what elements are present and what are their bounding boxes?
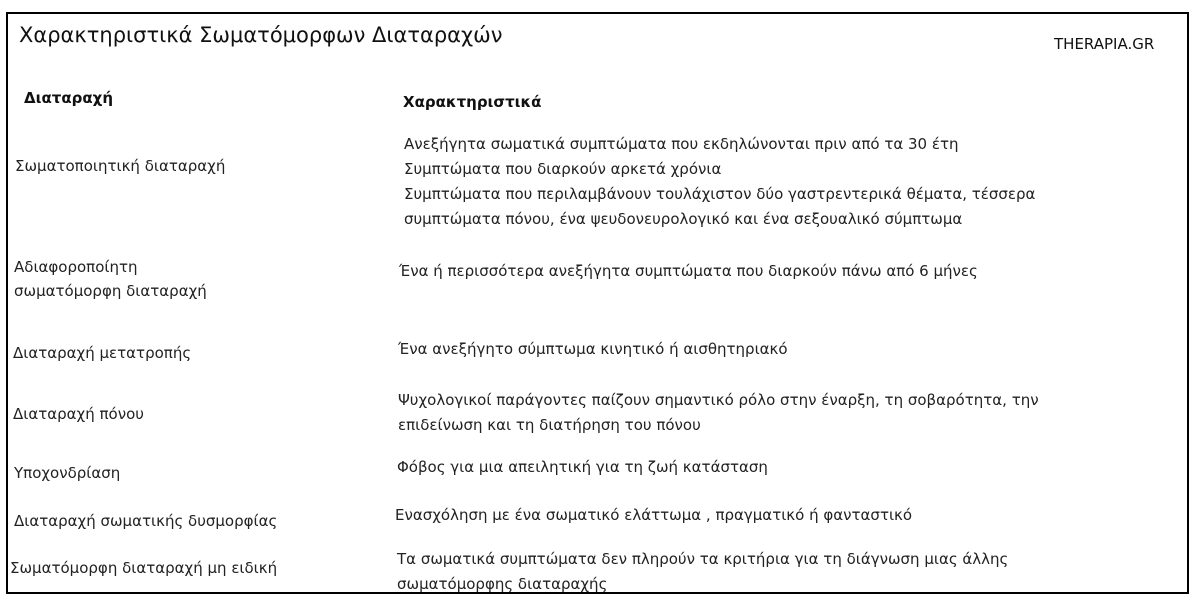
disorder-line: σωματόμορφη διαταραχή	[14, 282, 207, 300]
disorder-cell	[13, 341, 373, 365]
characteristics-cell	[404, 132, 1164, 232]
table-frame	[6, 12, 1189, 594]
disorder-cell	[15, 154, 375, 178]
page-title: Χαρακτηριστικά Σωματόμορφων Διαταραχών	[19, 23, 503, 47]
disorder-line: Σωματόμορφη διαταραχή μη ειδική	[10, 559, 278, 577]
disorder-cell	[14, 461, 374, 485]
disorder-line: Υποχονδρίαση	[14, 464, 121, 482]
characteristics-line: σωματόμορφης διαταραχής	[397, 575, 608, 593]
characteristics-cell	[399, 259, 1159, 284]
brand-label: THERAPIA.GR	[1054, 35, 1155, 53]
characteristics-line: Φόβος για μια απειλητική για τη ζωή κατάσταση	[397, 458, 768, 476]
characteristics-line: Ενασχόληση με ένα σωματικό ελάττωμα , πραγματικό ή φανταστικό	[395, 506, 913, 524]
characteristics-line: Ψυχολογικοί παράγοντες παίζουν σημαντικό ρόλο στην έναρξη, τη σοβαρότητα, την	[398, 391, 1039, 409]
disorder-line: Διαταραχή σωματικής δυσμορφίας	[14, 512, 278, 530]
characteristics-line: Τα σωματικά συμπτώματα δεν πληρούν τα κριτήρια για τη διάγνωση μιας άλλης	[397, 550, 1009, 568]
disorder-cell	[14, 509, 374, 533]
characteristics-line: Συμπτώματα που περιλαμβάνουν τουλάχιστον δύο γαστρεντερικά θέματα, τέσσερα	[404, 185, 1036, 203]
disorder-cell	[14, 255, 374, 303]
characteristics-line: Ανεξήγητα σωματικά συμπτώματα που εκδηλώνονται πριν από τα 30 έτη	[404, 135, 959, 153]
characteristics-cell	[398, 388, 1158, 438]
characteristics-cell	[398, 337, 1158, 362]
disorder-line: Διαταραχή μετατροπής	[13, 344, 192, 362]
characteristics-line: επιδείνωση και τη διατήρηση του πόνου	[398, 416, 701, 434]
column-header-disorder: Διαταραχή	[24, 89, 114, 107]
characteristics-line: συμπτώματα πόνου, ένα ψευδονευρολογικό και ένα σεξουαλικό σύμπτωμα	[404, 210, 963, 228]
characteristics-line: Ένα ανεξήγητο σύμπτωμα κινητικό ή αισθητηριακό	[398, 340, 788, 358]
disorder-line: Σωματοποιητική διαταραχή	[15, 157, 226, 175]
disorder-line: Διαταραχή πόνου	[13, 405, 144, 423]
column-header-characteristics: Χαρακτηριστικά	[403, 93, 542, 111]
disorder-cell	[13, 402, 373, 426]
characteristics-cell	[397, 547, 1157, 597]
disorder-cell	[10, 556, 370, 580]
disorder-line: Αδιαφοροποίητη	[14, 258, 138, 276]
characteristics-line: Ένα ή περισσότερα ανεξήγητα συμπτώματα που διαρκούν πάνω από 6 μήνες	[399, 262, 978, 280]
characteristics-cell	[397, 455, 1157, 480]
characteristics-cell	[395, 503, 1155, 528]
characteristics-line: Συμπτώματα που διαρκούν αρκετά χρόνια	[404, 160, 722, 178]
